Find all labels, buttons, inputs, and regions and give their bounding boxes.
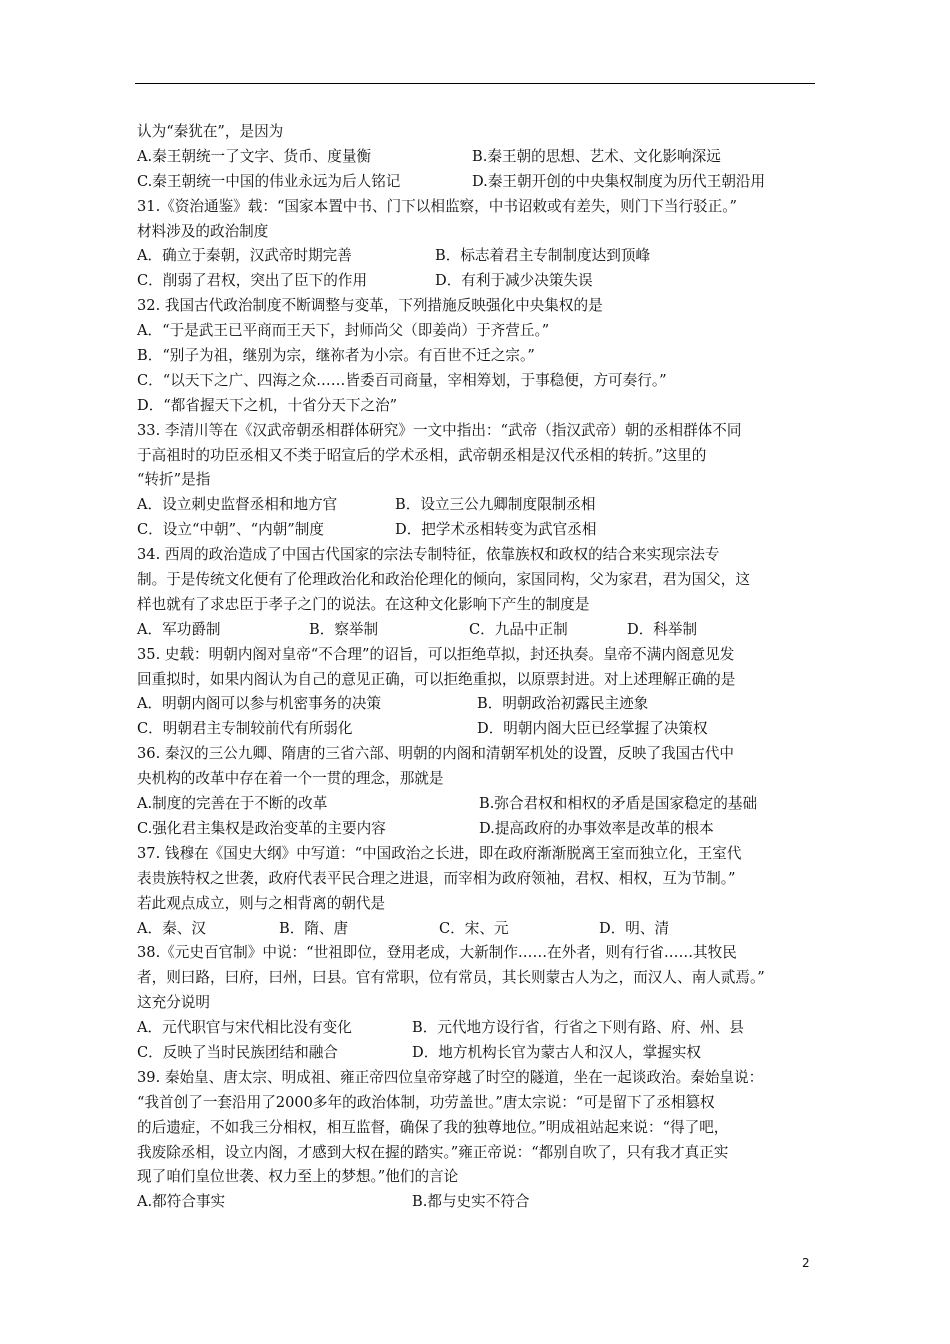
q37-stem: 表贵族特权之世袭，政府代表平民合理之进退，而宰相为政府领袖，君权、相权，互为节制。” — [137, 869, 736, 887]
q37-options — [137, 917, 817, 942]
q30-stem-tail: 认为“秦犹在”，是因为 — [137, 123, 284, 140]
q33-option-b: B．设立三公九卿制度限制丞相 — [395, 496, 596, 514]
q36-option-b: B.弥合君权和相权的矛盾是国家稳定的基础 — [479, 795, 758, 813]
q38-option-d: D．地方机构长官为蒙古人和汉人，掌握实权 — [412, 1043, 701, 1061]
q36-stem: 央机构的改革中存在着一个一贯的理念，那就是 — [137, 770, 444, 788]
q37-option-c: C．宋、元 — [439, 919, 509, 937]
q38-option-b: B．元代地方设行省，行省之下则有路、府、州、县 — [412, 1019, 744, 1037]
q30-option-d: D.秦王朝开创的中央集权制度为历代王朝沿用 — [472, 172, 766, 190]
q33-stem: 于高祖时的功臣丞相又不类于昭宣后的学术丞相，武帝朝丞相是汉代丞相的转折。”这里的 — [137, 446, 707, 464]
q33-options-ab — [137, 493, 817, 518]
q34-stem: 制。于是传统文化便有了伦理政治化和政治伦理化的倾向，家国同构，父为家君，君为国父，这 — [137, 571, 750, 589]
q34-stem: 样也就有了求忠臣于孝子之门的说法。在这种文化影响下产生的制度是 — [137, 595, 590, 613]
q30-option-a: A.秦王朝统一了文字、货币、度量衡 — [137, 147, 372, 165]
q39-stem: 39. 秦始皇、唐太宗、明成祖、雍正帝四位皇帝穿越了时空的隧道，坐在一起谈政治。秦始皇说： — [137, 1068, 764, 1086]
q37-stem: 若此观点成立，则与之相背离的朝代是 — [137, 894, 386, 912]
q36-options-cd — [137, 817, 817, 842]
q31-options-cd — [137, 269, 817, 294]
q32-option-c: C．“以天下之广、四海之众……皆委百司商量，宰相筹划，于事稳便，方可奏行。” — [137, 371, 667, 389]
q38-stem: 者，则曰路，曰府，曰州，曰县。官有常职，位有常员，其长则蒙古人为之，而汉人、南人贰焉。” — [137, 969, 765, 987]
q31-option-d: D．有利于减少决策失误 — [435, 272, 593, 290]
q31-stem: 材料涉及的政治制度 — [137, 222, 269, 240]
q34-option-b: B．察举制 — [309, 620, 379, 638]
q35-stem: 35. 史载：明朝内阁对皇帝“不合理”的诏旨，可以拒绝草拟，封还执奏。皇帝不满内阁意见发 — [137, 645, 735, 663]
q38-stem: 这充分说明 — [137, 994, 210, 1012]
q32-option-a: A．“于是武王已平商而王天下，封师尚父（即姜尚）于齐营丘。” — [137, 322, 550, 340]
q34-option-a: A．军功爵制 — [137, 620, 221, 638]
q31-option-b: B．标志着君主专制制度达到顶峰 — [435, 247, 651, 265]
q39-option-b: B.都与史实不符合 — [412, 1193, 530, 1211]
q36-option-a: A.制度的完善在于不断的改革 — [137, 795, 328, 813]
q33-option-d: D．把学术丞相转变为武官丞相 — [395, 521, 597, 539]
q34-options — [137, 618, 817, 643]
q33-stem: 33. 李清川等在《汉武帝朝丞相群体研究》一文中指出：“武帝（指汉武帝）朝的丞相群体不同 — [137, 421, 742, 439]
q33-option-a: A．设立刺史监督丞相和地方官 — [137, 496, 338, 514]
q32-option-b: B．“别子为祖，继别为宗，继祢者为小宗。有百世不迁之宗。” — [137, 347, 535, 365]
q30-option-b: B.秦王朝的思想、艺术、文化影响深远 — [472, 147, 721, 165]
q32-option-d: D．“都省握天下之机，十省分天下之治” — [137, 396, 398, 414]
q34-option-c: C．九品中正制 — [469, 620, 568, 638]
q39-option-a: A.都符合事实 — [137, 1193, 226, 1211]
q35-option-a: A．明朝内阁可以参与机密事务的决策 — [137, 695, 382, 713]
q36-option-c: C.强化君主集权是政治变革的主要内容 — [137, 819, 386, 837]
q32-stem: 32. 我国古代政治制度不断调整与变革，下列措施反映强化中央集权的是 — [137, 297, 603, 315]
q33-options-cd — [137, 518, 817, 543]
q30-options-cd — [137, 170, 817, 195]
q38-option-a: A．元代职官与宋代相比没有变化 — [137, 1019, 352, 1037]
q39-options-ab — [137, 1190, 817, 1215]
q39-stem: 我废除丞相，设立内阁，才感到大权在握的踏实。”雍正帝说：“都别自吹了，只有我才真正实 — [137, 1143, 729, 1161]
q34-stem: 34. 西周的政治造成了中国古代国家的宗法专制特征，依靠族权和政权的结合来实现宗法专 — [137, 546, 720, 564]
q35-option-c: C．明朝君主专制较前代有所弱化 — [137, 720, 353, 738]
q30-option-c: C.秦王朝统一中国的伟业永远为后人铭记 — [137, 172, 401, 190]
q36-options-ab — [137, 792, 817, 817]
q38-options-cd — [137, 1041, 817, 1066]
q37-option-a: A．秦、汉 — [137, 919, 206, 937]
q31-options-ab — [137, 244, 817, 269]
q31-option-a: A．确立于秦朝，汉武帝时期完善 — [137, 247, 352, 265]
q33-option-c: C．设立“中朝”、“内朝”制度 — [137, 521, 324, 539]
page-number: 2 — [802, 1256, 810, 1270]
q37-option-d: D．明、清 — [599, 919, 670, 937]
q35-option-b: B．明朝政治初露民主迹象 — [477, 695, 649, 713]
q35-options-ab — [137, 692, 817, 717]
q30-options-ab — [137, 145, 817, 170]
q36-option-d: D.提高政府的办事效率是改革的根本 — [479, 819, 714, 837]
q38-option-c: C．反映了当时民族团结和融合 — [137, 1043, 338, 1061]
q36-stem: 36. 秦汉的三公九卿、隋唐的三省六部、明朝的内阁和清朝军机处的设置，反映了我国古代中 — [137, 745, 735, 763]
q34-option-d: D．科举制 — [627, 620, 698, 638]
header-rule — [135, 83, 815, 84]
q39-stem: “我首创了一套沿用了2000多年的政治体制，功劳盖世。”唐太宗说：“可是留下了丞相篡权 — [137, 1093, 715, 1111]
q35-option-d: D．明朝内阁大臣已经掌握了决策权 — [477, 720, 708, 738]
q31-stem: 31.《资治通鉴》载：“国家本置中书、门下以相监察，中书诏敕或有差失，则门下当行驳正。” — [137, 197, 737, 215]
q35-options-cd — [137, 717, 817, 742]
q33-stem: “转折”是指 — [137, 471, 211, 489]
q38-stem: 38.《元史百官制》中说：“世祖即位，登用老成，大新制作……在外者，则有行省……其牧民 — [137, 944, 737, 962]
q31-option-c: C．削弱了君权，突出了臣下的作用 — [137, 272, 368, 290]
q37-stem: 37. 钱穆在《国史大纲》中写道：“中国政治之长进，即在政府渐渐脱离王室而独立化，王室代 — [137, 844, 742, 862]
document-body — [137, 120, 817, 1215]
q39-stem: 现了咱们皇位世袭、权力至上的梦想。”他们的言论 — [137, 1168, 459, 1186]
q39-stem: 的后遗症，不如我三分相权，相互监督，确保了我的独尊地位。”明成祖站起来说：“得了吧， — [137, 1118, 729, 1136]
q35-stem: 回重拟时，如果内阁认为自己的意见正确，可以拒绝重拟，以原票封进。对上述理解正确的是 — [137, 670, 736, 688]
q37-option-b: B．隋、唐 — [279, 919, 349, 937]
q38-options-ab — [137, 1016, 817, 1041]
